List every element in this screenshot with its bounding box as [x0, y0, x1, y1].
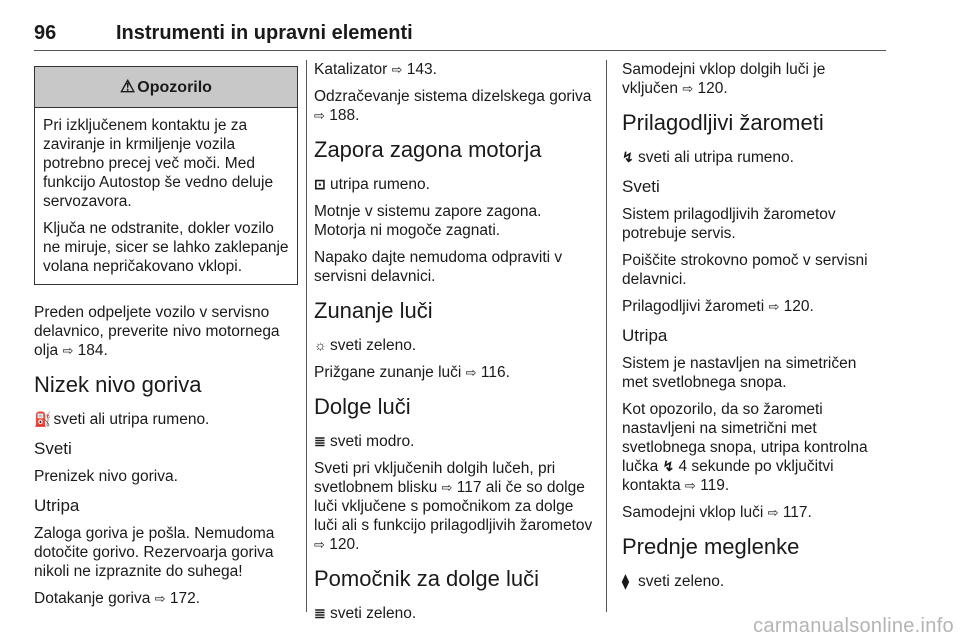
paragraph: Dotakanje goriva ⇨ 172.	[34, 590, 201, 607]
page-ref-arrow-icon: ⇨	[465, 365, 477, 380]
warning-text: Ključa ne odstranite, dokler vozilo ne miruje, sicer se lahko zaklepanje volana nepričakovano vklopi.	[43, 220, 289, 275]
indicator-line: ↯ sveti ali utripa rumeno.	[622, 149, 794, 166]
section-heading: Nizek nivo goriva	[34, 372, 202, 397]
high-beam-icon: ≣	[314, 433, 326, 449]
indicator-line: ⛽ sveti ali utripa rumeno.	[34, 411, 210, 428]
paragraph: Katalizator ⇨ 143.	[314, 61, 437, 78]
page-number: 96	[34, 22, 57, 44]
paragraph: Samodejni vklop luči ⇨ 117.	[622, 504, 812, 521]
column-left	[34, 60, 298, 616]
subheading: Utripa	[34, 496, 80, 515]
page-ref-arrow-icon: ⇨	[314, 108, 325, 123]
immobiliser-icon: ⊡	[314, 176, 326, 192]
page-ref-arrow-icon: ⇨	[62, 343, 74, 358]
paragraph: Napako dajte nemudoma odpraviti v servisni delavnici.	[314, 249, 563, 285]
indicator-line: ≣ sveti modro.	[314, 433, 415, 450]
paragraph: Kot opozorilo, da so žarometi nastavljeni na simetrični met svetlobnega snopa, utripa kontrolna lučka ↯ 4 sekunde po vključitvi kontakta ⇨ 119.	[622, 401, 868, 494]
indicator-line: ⧫ sveti zeleno.	[622, 573, 725, 590]
section-heading: Zapora zagona motorja	[314, 137, 542, 162]
section-heading: Dolge luči	[314, 394, 411, 419]
paragraph: Poiščite strokovno pomoč v servisni delavnici.	[622, 252, 868, 288]
page-ref-arrow-icon: ⇨	[684, 478, 696, 493]
indicator-line: ≣ sveti zeleno.	[314, 605, 417, 622]
subheading: Utripa	[622, 326, 668, 345]
page-ref-arrow-icon: ⇨	[391, 62, 403, 77]
exterior-light-icon: ☼	[314, 337, 327, 353]
warning-triangle-icon: ⚠	[120, 77, 136, 96]
page-ref-arrow-icon: ⇨	[767, 505, 779, 520]
paragraph: Prenizek nivo goriva.	[34, 468, 178, 485]
warning-text: Pri izključenem kontaktu je za zaviranje in krmiljenje vozila potrebno precej več moči. Med funkcijo Autostop še vedno deluje servozavora.	[43, 117, 274, 210]
chapter-title: Instrumenti in upravni elementi	[116, 22, 413, 44]
paragraph: Sveti pri vključenih dolgih lučeh, pri svetlobnem blisku ⇨ 117 ali če so dolge luči vključene s pomočnikom za dolge luči ali s funkcijo prilagodljivih žarometov ⇨ 120.	[314, 460, 593, 553]
paragraph: Sistem prilagodljivih žarometov potrebuje servis.	[622, 206, 836, 242]
page-ref-arrow-icon: ⇨	[682, 81, 694, 96]
column-right	[622, 60, 884, 599]
section-heading: Prednje meglenke	[622, 534, 800, 559]
paragraph: Prilagodljivi žarometi ⇨ 120.	[622, 298, 814, 315]
warning-box	[34, 66, 298, 285]
adaptive-headlight-icon: ↯	[622, 149, 634, 165]
page-header	[34, 12, 886, 51]
column-divider	[306, 60, 307, 612]
column-middle	[314, 60, 594, 631]
section-heading: Pomočnik za dolge luči	[314, 566, 540, 591]
paragraph: Samodejni vklop dolgih luči je vključen ⇨ 120.	[622, 61, 826, 97]
column-divider	[606, 60, 607, 612]
paragraph: Prižgane zunanje luči ⇨ 116.	[314, 364, 510, 381]
page-ref-arrow-icon: ⇨	[154, 591, 166, 606]
section-heading: Prilagodljivi žarometi	[622, 110, 824, 135]
subheading: Sveti	[622, 177, 660, 196]
page-ref-arrow-icon: ⇨	[441, 480, 453, 495]
front-fog-light-icon: ⧫	[622, 573, 629, 589]
adaptive-headlight-icon: ↯	[662, 458, 675, 474]
page-ref-arrow-icon: ⇨	[768, 299, 780, 314]
section-heading: Zunanje luči	[314, 298, 433, 323]
indicator-line: ☼ sveti zeleno.	[314, 337, 417, 354]
watermark: carmanualsonline.info	[753, 615, 954, 637]
subheading: Sveti	[34, 439, 72, 458]
high-beam-assist-icon: ≣	[314, 605, 326, 621]
page-ref-arrow-icon: ⇨	[314, 537, 325, 552]
paragraph: Sistem je nastavljen na simetričen met svetlobnega snopa.	[622, 355, 857, 391]
paragraph: Motnje v sistemu zapore zagona. Motorja ni mogoče zagnati.	[314, 203, 542, 239]
fuel-pump-icon: ⛽	[34, 411, 52, 427]
indicator-line: ⊡ utripa rumeno.	[314, 176, 430, 193]
paragraph: Zaloga goriva je pošla. Nemudoma dotočite gorivo. Rezervoarja goriva nikoli ne izpraznite do suhega!	[34, 525, 275, 580]
warning-title: Opozorilo	[137, 79, 212, 96]
paragraph: Preden odpeljete vozilo v servisno delavnico, preverite nivo motornega olja ⇨ 184.	[34, 304, 280, 359]
warning-header	[35, 67, 297, 108]
paragraph: Odzračevanje sistema dizelskega goriva ⇨ 188.	[314, 88, 592, 124]
